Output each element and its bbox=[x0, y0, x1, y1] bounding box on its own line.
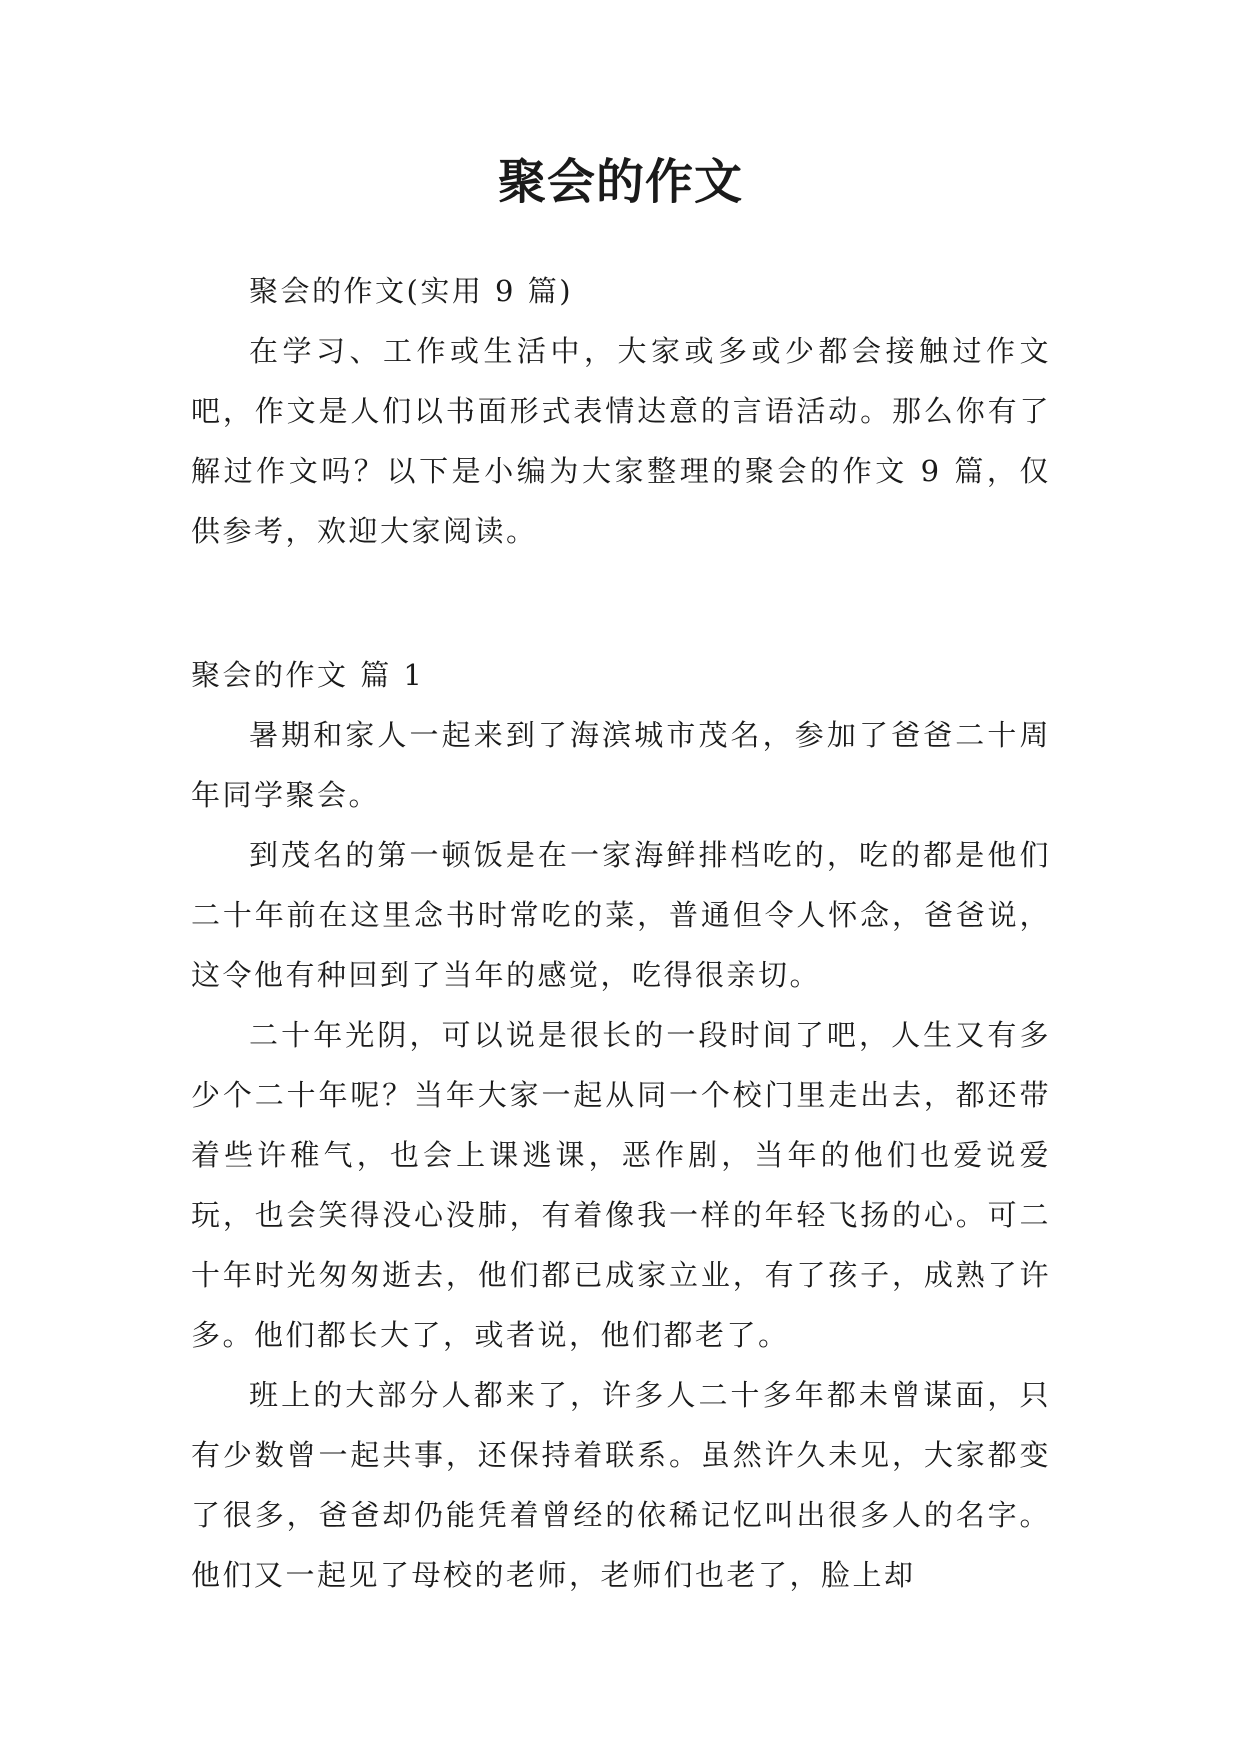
subtitle-line: 聚会的作文(实用 9 篇) bbox=[249, 274, 574, 308]
section-heading: 聚会的作文 篇 1 bbox=[191, 658, 425, 692]
body-paragraph-3: 二十年光阴，可以说是很长的一段时间了吧，人生又有多少个二十年呢？当年大家一起从同一个校门里走出去，都还带着些许稚气，也会上课逃课，恶作剧，当年的他们也爱说爱玩，也会笑得没心没肺，有着像我一样的年轻飞扬的心。可二十年时光匆匆逝去，他们都已成家立业，有了孩子，成熟了许多。他们都长大了，或者说，他们都老了。 bbox=[191, 1018, 1051, 1352]
section-spacer bbox=[191, 561, 1051, 645]
document-body bbox=[191, 261, 1051, 1605]
body-paragraph-2: 到茂名的第一顿饭是在一家海鲜排档吃的，吃的都是他们二十年前在这里念书时常吃的菜，普通但令人怀念，爸爸说，这令他有种回到了当年的感觉，吃得很亲切。 bbox=[191, 838, 1051, 992]
body-paragraph-1: 暑期和家人一起来到了海滨城市茂名，参加了爸爸二十周年同学聚会。 bbox=[191, 718, 1051, 812]
body-paragraph-4: 班上的大部分人都来了，许多人二十多年都未曾谋面，只有少数曾一起共事，还保持着联系。虽然许久未见，大家都变了很多，爸爸却仍能凭着曾经的依稀记忆叫出很多人的名字。他们又一起见了母校的老师，老师们也老了，脸上却 bbox=[191, 1378, 1051, 1592]
intro-paragraph: 在学习、工作或生活中，大家或多或少都会接触过作文吧，作文是人们以书面形式表情达意的言语活动。那么你有了解过作文吗？以下是小编为大家整理的聚会的作文 9 篇，仅供参考，欢迎大家阅读。 bbox=[191, 334, 1051, 548]
document-title: 聚会的作文 bbox=[497, 154, 743, 210]
